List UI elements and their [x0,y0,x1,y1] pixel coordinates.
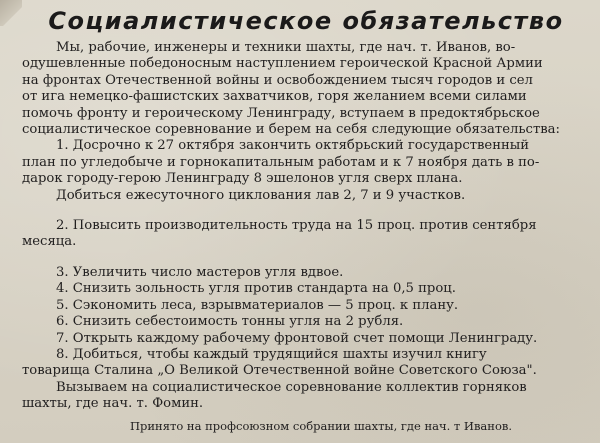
text-line: социалистическое соревнование и берем на себя следующие обязательства: [22,122,560,138]
signature-line: Принято на профсоюзном собрании шахты, где нач. т Иванов. [130,419,512,433]
obligation-item-3: 3. Увеличить число мастеров угля вдвое. [56,264,344,280]
text-line: Мы, рабочие, инженеры и техники шахты, где нач. т. Иванов, во- [56,40,516,55]
article-title: Социалистическое обязательство [48,7,564,35]
text-line: месяца. [22,234,77,250]
text-line: дарок городу-герою Ленинграду 8 эшелонов угля сверх плана. [22,171,463,187]
paragraph-gap [22,204,588,218]
obligation-item-7: 7. Открыть каждому рабочему фронтовой счет помощи Ленинграду. [56,330,538,346]
text-line: шахты, где нач. т. Фомин. [22,396,204,412]
obligation-item-1: 1. Досрочно к 27 октября закончить октябрьский государственный [56,138,530,154]
text-line: товарища Сталина „О Великой Отечественной войне Советского Союза". [22,363,537,379]
obligation-item-4: 4. Снизить зольность угля против стандарта на 0,5 проц. [56,281,456,297]
text-line: на фронтах Отечественной войны и освобождением тысяч городов и сел [22,72,533,88]
text-line: одушевленные победоносным наступлением героической Красной Армии [22,56,543,72]
obligation-item-8: 8. Добиться, чтобы каждый трудящийся шахты изучил книгу [56,346,487,362]
obligation-item-2: 2. Повысить производительность труда на 15 проц. против сентября [56,218,537,234]
text-line: план по угледобыче и горнокапитальным работам и к 7 ноября дать в по- [22,154,540,170]
text-line: Добиться ежесуточного циклования лав 2, 7 и 9 участков. [56,187,466,203]
text-line: от ига немецко-фашистских захватчиков, горя желанием всеми силами [22,89,527,105]
article-body [22,40,588,413]
obligation-item-6: 6. Снизить себестоимость тонны угля на 2 рубля. [56,314,404,330]
torn-corner [0,0,22,26]
challenge-line: Вызываем на социалистическое соревнование коллектив горняков [56,379,527,395]
obligation-item-5: 5. Сэкономить леса, взрывматериалов — 5 проц. к плану. [56,297,459,313]
paragraph-gap [22,251,588,265]
text-line: помочь фронту и героическому Ленинграду, вступаем в предоктябрьское [22,105,540,121]
